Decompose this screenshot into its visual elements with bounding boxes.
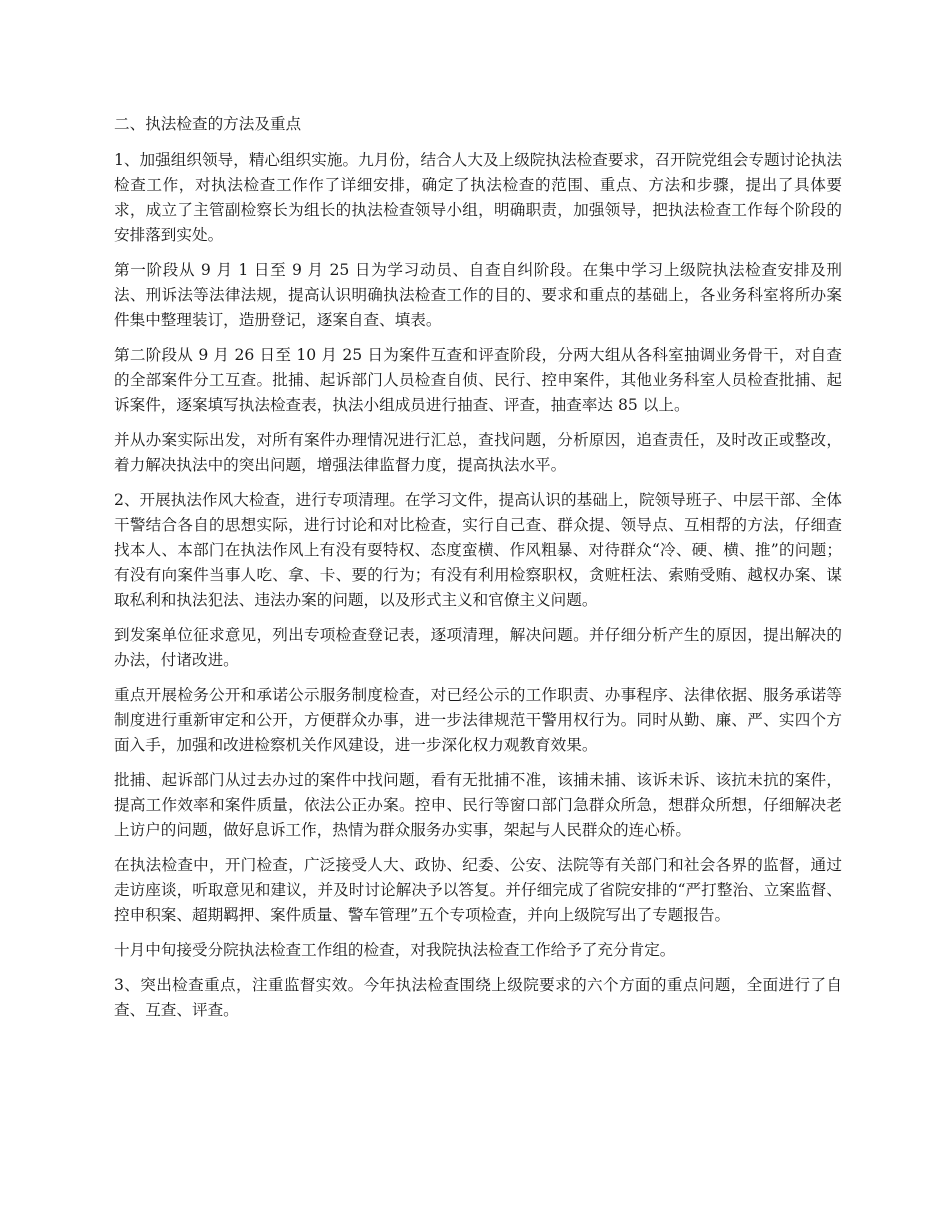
- paragraph-4: 并从办案实际出发，对所有案件办理情况进行汇总，查找问题，分析原因，追查责任，及时改正或整改，着力解决执法中的突出问题，增强法律监督力度，提高执法水平。: [114, 431, 842, 474]
- paragraph-5: 2、开展执法作风大检查，进行专项清理。在学习文件，提高认识的基础上，院领导班子、中层干部、全体干警结合各自的思想实际，进行讨论和对比检查，实行自己查、群众提、领导点、互相帮的方法，仔细查找本人、本部门在执法作风上有没有耍特权、态度蛮横、作风粗暴、对待群众“冷、硬、横、推”的问题；有没有向案件当事人吃、拿、卡、要的行为；有没有利用检察职权，贪赃枉法、索贿受贿、越权办案、谋取私利和执法犯法、违法办案的问题，以及形式主义和官僚主义问题。: [114, 491, 842, 609]
- paragraph-7: 重点开展检务公开和承诺公示服务制度检查，对已经公示的工作职责、办事程序、法律依据、服务承诺等制度进行重新审定和公开，方便群众办事，进一步法律规范干警用权行为。同时从勤、廉、严、实四个方面入手，加强和改进检察机关作风建设，进一步深化权力观教育效果。: [114, 686, 842, 754]
- paragraph-6: 到发案单位征求意见，列出专项检查登记表，逐项清理，解决问题。并仔细分析产生的原因，提出解决的办法，付诸改进。: [114, 626, 842, 669]
- section-heading: 二、执法检查的方法及重点: [114, 115, 302, 133]
- paragraph-9: 在执法检查中，开门检查，广泛接受人大、政协、纪委、公安、法院等有关部门和社会各界的监督，通过走访座谈，听取意见和建议，并及时讨论解决予以答复。并仔细完成了省院安排的“严打整治、立案监督、控申积案、超期羁押、案件质量、警车管理”五个专项检查，并向上级院写出了专题报告。: [114, 856, 842, 924]
- paragraph-1: 1、加强组织领导，精心组织实施。九月份，结合人大及上级院执法检查要求，召开院党组会专题讨论执法检查工作，对执法检查工作作了详细安排，确定了执法检查的范围、重点、方法和步骤，提出了具体要求，成立了主管副检察长为组长的执法检查领导小组，明确职责，加强领导，把执法检查工作每个阶段的安排落到实处。: [114, 151, 842, 244]
- paragraph-10: 十月中旬接受分院执法检查工作组的检查，对我院执法检查工作给予了充分肯定。: [114, 941, 676, 959]
- paragraph-2: 第一阶段从 9 月 1 日至 9 月 25 日为学习动员、自查自纠阶段。在集中学习上级院执法检查安排及刑法、刑诉法等法律法规，提高认识明确执法检查工作的目的、要求和重点的基础上，各业务科室将所办案件集中整理装订，造册登记，逐案自查、填表。: [114, 261, 842, 329]
- paragraph-8: 批捕、起诉部门从过去办过的案件中找问题，看有无批捕不准，该捕未捕、该诉未诉、该抗未抗的案件，提高工作效率和案件质量，依法公正办案。控申、民行等窗口部门急群众所急，想群众所想，仔细解决老上访户的问题，做好息诉工作，热情为群众服务办实事，架起与人民群众的连心桥。: [114, 771, 842, 839]
- paragraph-3: 第二阶段从 9 月 26 日至 10 月 25 日为案件互查和评查阶段，分两大组从各科室抽调业务骨干，对自查的全部案件分工互查。批捕、起诉部门人员检查自侦、民行、控申案件，其他业务科室人员检查批捕、起诉案件，逐案填写执法检查表，执法小组成员进行抽查、评查，抽查率达 85 以上。: [114, 346, 842, 414]
- paragraph-11: 3、突出检查重点，注重监督实效。今年执法检查围绕上级院要求的六个方面的重点问题，全面进行了自查、互查、评查。: [114, 976, 842, 1019]
- document-body: [114, 112, 842, 1033]
